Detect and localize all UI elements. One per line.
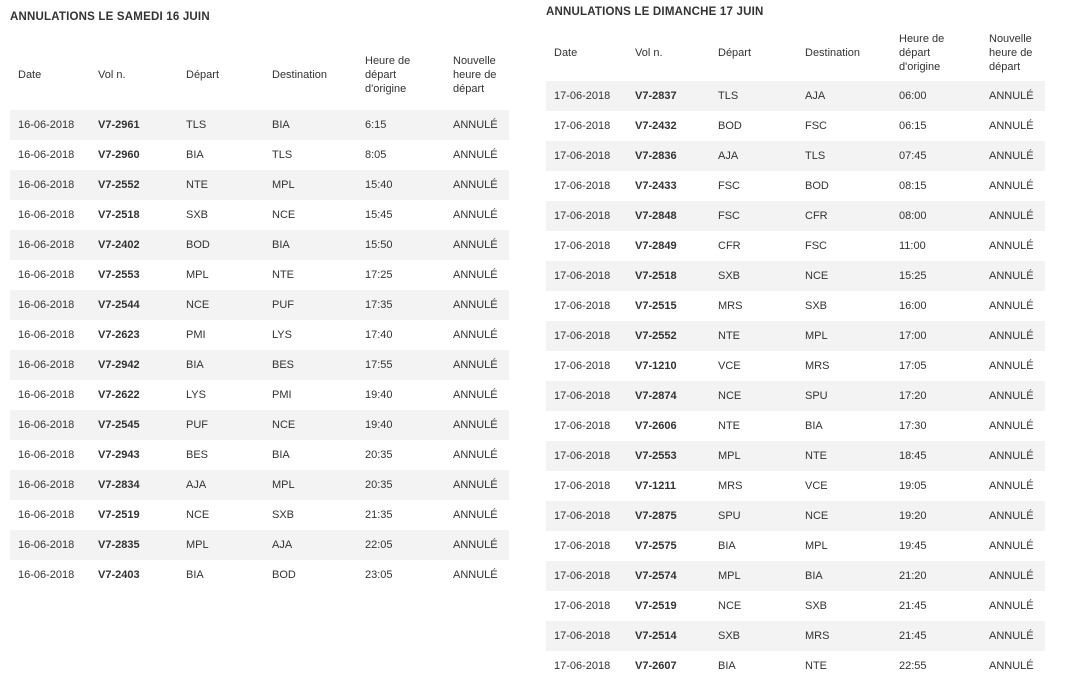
cell-date: 17-06-2018 [546, 261, 627, 291]
cell-destination: LYS [264, 320, 357, 350]
cell-nouvelle-heure: ANNULÉ [445, 470, 509, 500]
cell-vol: V7-2552 [627, 321, 710, 351]
cell-heure-origine: 20:35 [357, 440, 445, 470]
table-row [10, 500, 509, 530]
cell-vol: V7-1211 [627, 471, 710, 501]
cell-depart: AJA [178, 470, 264, 500]
cancellations-saturday-section [10, 0, 510, 590]
cell-destination: NTE [797, 441, 891, 471]
cell-vol: V7-2575 [627, 531, 710, 561]
cell-vol: V7-2402 [90, 230, 178, 260]
cell-heure-origine: 15:45 [357, 200, 445, 230]
cell-nouvelle-heure: ANNULÉ [981, 381, 1045, 411]
cell-depart: BOD [710, 111, 797, 141]
cell-nouvelle-heure: ANNULÉ [981, 171, 1045, 201]
table-row [546, 591, 1045, 621]
cell-depart: AJA [710, 141, 797, 171]
cell-vol: V7-2432 [627, 111, 710, 141]
table-row [10, 470, 509, 500]
cell-heure-origine: 21:20 [891, 561, 981, 591]
column-header-heure-origine: Heure de départ d'origine [899, 32, 945, 73]
cell-date: 17-06-2018 [546, 621, 627, 651]
table-row [546, 501, 1045, 531]
cell-heure-origine: 15:50 [357, 230, 445, 260]
cell-vol: V7-2433 [627, 171, 710, 201]
cell-vol: V7-1210 [627, 351, 710, 381]
cell-vol: V7-2518 [90, 200, 178, 230]
cell-depart: PMI [178, 320, 264, 350]
table-row [10, 230, 509, 260]
cell-heure-origine: 11:00 [891, 231, 981, 261]
cell-destination: BIA [797, 411, 891, 441]
cell-date: 17-06-2018 [546, 81, 627, 111]
cell-date: 17-06-2018 [546, 501, 627, 531]
cell-date: 16-06-2018 [10, 440, 90, 470]
cell-date: 17-06-2018 [546, 531, 627, 561]
cell-nouvelle-heure: ANNULÉ [445, 410, 509, 440]
cell-nouvelle-heure: ANNULÉ [981, 591, 1045, 621]
cell-depart: NTE [710, 321, 797, 351]
cell-date: 17-06-2018 [546, 351, 627, 381]
cell-vol: V7-2553 [90, 260, 178, 290]
cell-heure-origine: 07:45 [891, 141, 981, 171]
cell-date: 17-06-2018 [546, 561, 627, 591]
cell-destination: TLS [797, 141, 891, 171]
cell-date: 16-06-2018 [10, 230, 90, 260]
cell-date: 17-06-2018 [546, 381, 627, 411]
cell-depart: VCE [710, 351, 797, 381]
cell-destination: TLS [264, 140, 357, 170]
cell-nouvelle-heure: ANNULÉ [445, 380, 509, 410]
cell-nouvelle-heure: ANNULÉ [445, 170, 509, 200]
cell-nouvelle-heure: ANNULÉ [445, 200, 509, 230]
cell-date: 17-06-2018 [546, 141, 627, 171]
cell-vol: V7-2942 [90, 350, 178, 380]
cell-depart: BIA [710, 651, 797, 681]
table-header-row [10, 40, 509, 110]
cell-heure-origine: 23:05 [357, 560, 445, 590]
cell-heure-origine: 19:40 [357, 410, 445, 440]
table-row [546, 351, 1045, 381]
cell-heure-origine: 20:35 [357, 470, 445, 500]
cell-depart: BIA [710, 531, 797, 561]
cell-vol: V7-2875 [627, 501, 710, 531]
cell-vol: V7-2519 [627, 591, 710, 621]
cell-date: 17-06-2018 [546, 231, 627, 261]
cell-vol: V7-2515 [627, 291, 710, 321]
cell-nouvelle-heure: ANNULÉ [445, 320, 509, 350]
cell-date: 17-06-2018 [546, 591, 627, 621]
cell-destination: SXB [797, 591, 891, 621]
cell-heure-origine: 15:40 [357, 170, 445, 200]
cell-heure-origine: 19:20 [891, 501, 981, 531]
table-row [10, 440, 509, 470]
cell-vol: V7-2836 [627, 141, 710, 171]
cell-date: 17-06-2018 [546, 201, 627, 231]
cell-nouvelle-heure: ANNULÉ [981, 531, 1045, 561]
table-row [546, 261, 1045, 291]
cell-heure-origine: 06:00 [891, 81, 981, 111]
cell-date: 16-06-2018 [10, 380, 90, 410]
table-row [546, 231, 1045, 261]
cell-depart: MRS [710, 291, 797, 321]
cell-nouvelle-heure: ANNULÉ [981, 141, 1045, 171]
cell-heure-origine: 17:30 [891, 411, 981, 441]
cell-depart: BOD [178, 230, 264, 260]
cell-heure-origine: 22:05 [357, 530, 445, 560]
cell-nouvelle-heure: ANNULÉ [445, 500, 509, 530]
cell-nouvelle-heure: ANNULÉ [981, 351, 1045, 381]
cell-heure-origine: 17:05 [891, 351, 981, 381]
cell-depart: SXB [710, 261, 797, 291]
cell-nouvelle-heure: ANNULÉ [445, 530, 509, 560]
table-row [546, 81, 1045, 111]
table-row [546, 141, 1045, 171]
cell-nouvelle-heure: ANNULÉ [981, 291, 1045, 321]
cell-destination: PUF [264, 290, 357, 320]
table-row [10, 290, 509, 320]
cell-date: 17-06-2018 [546, 321, 627, 351]
cell-heure-origine: 17:00 [891, 321, 981, 351]
cell-depart: BIA [178, 350, 264, 380]
cell-nouvelle-heure: ANNULÉ [445, 110, 509, 140]
cell-vol: V7-2623 [90, 320, 178, 350]
cell-date: 16-06-2018 [10, 500, 90, 530]
cell-vol: V7-2835 [90, 530, 178, 560]
cell-depart: MPL [710, 561, 797, 591]
cell-heure-origine: 19:05 [891, 471, 981, 501]
cell-vol: V7-2606 [627, 411, 710, 441]
cell-vol: V7-2552 [90, 170, 178, 200]
table-header-row [546, 24, 1045, 81]
cell-depart: FSC [710, 201, 797, 231]
table-row [546, 531, 1045, 561]
cell-destination: BIA [264, 230, 357, 260]
cell-heure-origine: 8:05 [357, 140, 445, 170]
table-row [10, 530, 509, 560]
cell-date: 17-06-2018 [546, 471, 627, 501]
table-row [10, 350, 509, 380]
cell-destination: AJA [797, 81, 891, 111]
cell-vol: V7-2849 [627, 231, 710, 261]
cell-date: 16-06-2018 [10, 110, 90, 140]
cell-depart: BIA [178, 140, 264, 170]
cell-date: 17-06-2018 [546, 171, 627, 201]
cell-date: 16-06-2018 [10, 410, 90, 440]
column-header-destination: Destination [272, 69, 328, 81]
cell-destination: SXB [797, 291, 891, 321]
cell-destination: SPU [797, 381, 891, 411]
cell-heure-origine: 17:55 [357, 350, 445, 380]
cell-depart: NCE [178, 290, 264, 320]
cell-destination: NTE [264, 260, 357, 290]
cell-depart: FSC [710, 171, 797, 201]
cell-destination: MPL [797, 531, 891, 561]
cell-heure-origine: 08:15 [891, 171, 981, 201]
cell-nouvelle-heure: ANNULÉ [445, 290, 509, 320]
cell-vol: V7-2544 [90, 290, 178, 320]
cell-date: 17-06-2018 [546, 291, 627, 321]
cancellations-table [10, 40, 509, 590]
cell-vol: V7-2519 [90, 500, 178, 530]
cell-vol: V7-2837 [627, 81, 710, 111]
cell-depart: NCE [178, 500, 264, 530]
cell-depart: LYS [178, 380, 264, 410]
cell-depart: NTE [710, 411, 797, 441]
cell-nouvelle-heure: ANNULÉ [981, 471, 1045, 501]
cell-heure-origine: 21:45 [891, 591, 981, 621]
cell-destination: BOD [797, 171, 891, 201]
cell-date: 16-06-2018 [10, 560, 90, 590]
cell-destination: BES [264, 350, 357, 380]
cell-heure-origine: 06:15 [891, 111, 981, 141]
cell-vol: V7-2607 [627, 651, 710, 681]
cell-destination: BIA [264, 440, 357, 470]
cell-depart: PUF [178, 410, 264, 440]
table-row [10, 560, 509, 590]
cell-destination: MPL [797, 321, 891, 351]
cell-depart: NTE [178, 170, 264, 200]
table-row [10, 140, 509, 170]
cell-depart: SXB [710, 621, 797, 651]
cell-vol: V7-2874 [627, 381, 710, 411]
cell-destination: NCE [264, 200, 357, 230]
cell-heure-origine: 18:45 [891, 441, 981, 471]
column-header-destination: Destination [805, 46, 861, 59]
cell-heure-origine: 22:55 [891, 651, 981, 681]
cell-destination: NCE [797, 261, 891, 291]
cell-heure-origine: 15:25 [891, 261, 981, 291]
table-row [10, 200, 509, 230]
cell-heure-origine: 6:15 [357, 110, 445, 140]
cell-nouvelle-heure: ANNULÉ [981, 441, 1045, 471]
cell-nouvelle-heure: ANNULÉ [981, 651, 1045, 681]
cell-date: 17-06-2018 [546, 111, 627, 141]
cell-heure-origine: 21:35 [357, 500, 445, 530]
cell-destination: MPL [264, 170, 357, 200]
cell-depart: BES [178, 440, 264, 470]
table-row [10, 380, 509, 410]
cell-date: 17-06-2018 [546, 651, 627, 681]
cell-nouvelle-heure: ANNULÉ [981, 321, 1045, 351]
cell-vol: V7-2943 [90, 440, 178, 470]
table-row [546, 171, 1045, 201]
column-header-depart: Départ [718, 46, 752, 59]
cell-depart: CFR [710, 231, 797, 261]
cell-nouvelle-heure: ANNULÉ [981, 411, 1045, 441]
cell-heure-origine: 17:25 [357, 260, 445, 290]
cell-nouvelle-heure: ANNULÉ [981, 111, 1045, 141]
cell-destination: CFR [797, 201, 891, 231]
cell-nouvelle-heure: ANNULÉ [445, 230, 509, 260]
cell-destination: MPL [264, 470, 357, 500]
table-row [10, 260, 509, 290]
cell-heure-origine: 21:45 [891, 621, 981, 651]
section-title: ANNULATIONS LE SAMEDI 16 JUIN [10, 11, 210, 23]
table-row [10, 110, 509, 140]
cell-date: 17-06-2018 [546, 441, 627, 471]
table-row [546, 471, 1045, 501]
table-row [546, 561, 1045, 591]
column-header-heure-origine: Heure de départ d'origine [365, 55, 411, 95]
cell-nouvelle-heure: ANNULÉ [981, 261, 1045, 291]
cell-nouvelle-heure: ANNULÉ [445, 440, 509, 470]
table-row [546, 111, 1045, 141]
cell-vol: V7-2518 [627, 261, 710, 291]
cell-destination: AJA [264, 530, 357, 560]
cell-vol: V7-2514 [627, 621, 710, 651]
cell-destination: VCE [797, 471, 891, 501]
cell-date: 16-06-2018 [10, 530, 90, 560]
cell-nouvelle-heure: ANNULÉ [445, 260, 509, 290]
cell-date: 16-06-2018 [10, 320, 90, 350]
cancellations-table [546, 24, 1045, 681]
cell-depart: MPL [710, 441, 797, 471]
column-header-nouvelle-heure: Nouvelle heure de départ [453, 55, 497, 95]
cell-nouvelle-heure: ANNULÉ [981, 501, 1045, 531]
cell-vol: V7-2961 [90, 110, 178, 140]
cell-destination: NTE [797, 651, 891, 681]
cell-vol: V7-2834 [90, 470, 178, 500]
cell-destination: SXB [264, 500, 357, 530]
cell-heure-origine: 16:00 [891, 291, 981, 321]
cell-depart: NCE [710, 381, 797, 411]
cell-depart: SPU [710, 501, 797, 531]
cell-depart: MRS [710, 471, 797, 501]
cell-date: 16-06-2018 [10, 290, 90, 320]
cell-heure-origine: 19:45 [891, 531, 981, 561]
cell-date: 16-06-2018 [10, 170, 90, 200]
cell-vol: V7-2545 [90, 410, 178, 440]
cell-date: 16-06-2018 [10, 200, 90, 230]
table-body [10, 110, 509, 590]
cell-destination: FSC [797, 231, 891, 261]
cell-nouvelle-heure: ANNULÉ [981, 201, 1045, 231]
table-row [546, 291, 1045, 321]
cell-nouvelle-heure: ANNULÉ [981, 231, 1045, 261]
cell-heure-origine: 08:00 [891, 201, 981, 231]
cell-date: 16-06-2018 [10, 350, 90, 380]
table-row [546, 201, 1045, 231]
cell-depart: MPL [178, 530, 264, 560]
column-header-vol: Vol n. [635, 46, 663, 59]
cell-vol: V7-2622 [90, 380, 178, 410]
cell-heure-origine: 17:35 [357, 290, 445, 320]
cell-depart: TLS [710, 81, 797, 111]
cell-vol: V7-2574 [627, 561, 710, 591]
table-row [546, 381, 1045, 411]
cell-depart: MPL [178, 260, 264, 290]
cell-destination: FSC [797, 111, 891, 141]
cell-depart: NCE [710, 591, 797, 621]
cell-depart: BIA [178, 560, 264, 590]
cell-date: 16-06-2018 [10, 260, 90, 290]
cell-depart: SXB [178, 200, 264, 230]
cell-nouvelle-heure: ANNULÉ [981, 561, 1045, 591]
table-row [10, 170, 509, 200]
cell-heure-origine: 17:20 [891, 381, 981, 411]
cell-vol: V7-2553 [627, 441, 710, 471]
cell-destination: BIA [264, 110, 357, 140]
cancellations-sunday-section [546, 0, 1046, 681]
column-header-nouvelle-heure: Nouvelle heure de départ [989, 32, 1033, 73]
cell-destination: PMI [264, 380, 357, 410]
cell-vol: V7-2848 [627, 201, 710, 231]
cell-destination: NCE [264, 410, 357, 440]
cell-destination: BOD [264, 560, 357, 590]
column-header-depart: Départ [186, 69, 220, 81]
table-row [10, 410, 509, 440]
table-row [546, 621, 1045, 651]
cell-vol: V7-2403 [90, 560, 178, 590]
cell-destination: BIA [797, 561, 891, 591]
column-header-date: Date [554, 46, 578, 59]
cell-nouvelle-heure: ANNULÉ [445, 140, 509, 170]
table-row [546, 411, 1045, 441]
section-title: ANNULATIONS LE DIMANCHE 17 JUIN [546, 6, 764, 18]
table-row [546, 441, 1045, 471]
table-row [546, 321, 1045, 351]
column-header-date: Date [18, 69, 42, 81]
cell-nouvelle-heure: ANNULÉ [981, 81, 1045, 111]
cell-heure-origine: 19:40 [357, 380, 445, 410]
column-header-vol: Vol n. [98, 69, 126, 81]
cell-date: 17-06-2018 [546, 411, 627, 441]
cell-destination: MRS [797, 621, 891, 651]
cell-depart: TLS [178, 110, 264, 140]
cell-destination: MRS [797, 351, 891, 381]
cell-nouvelle-heure: ANNULÉ [981, 621, 1045, 651]
cell-date: 16-06-2018 [10, 140, 90, 170]
cell-nouvelle-heure: ANNULÉ [445, 560, 509, 590]
cell-destination: NCE [797, 501, 891, 531]
cell-heure-origine: 17:40 [357, 320, 445, 350]
cell-nouvelle-heure: ANNULÉ [445, 350, 509, 380]
cell-vol: V7-2960 [90, 140, 178, 170]
table-row [10, 320, 509, 350]
cell-date: 16-06-2018 [10, 470, 90, 500]
table-body [546, 81, 1045, 681]
